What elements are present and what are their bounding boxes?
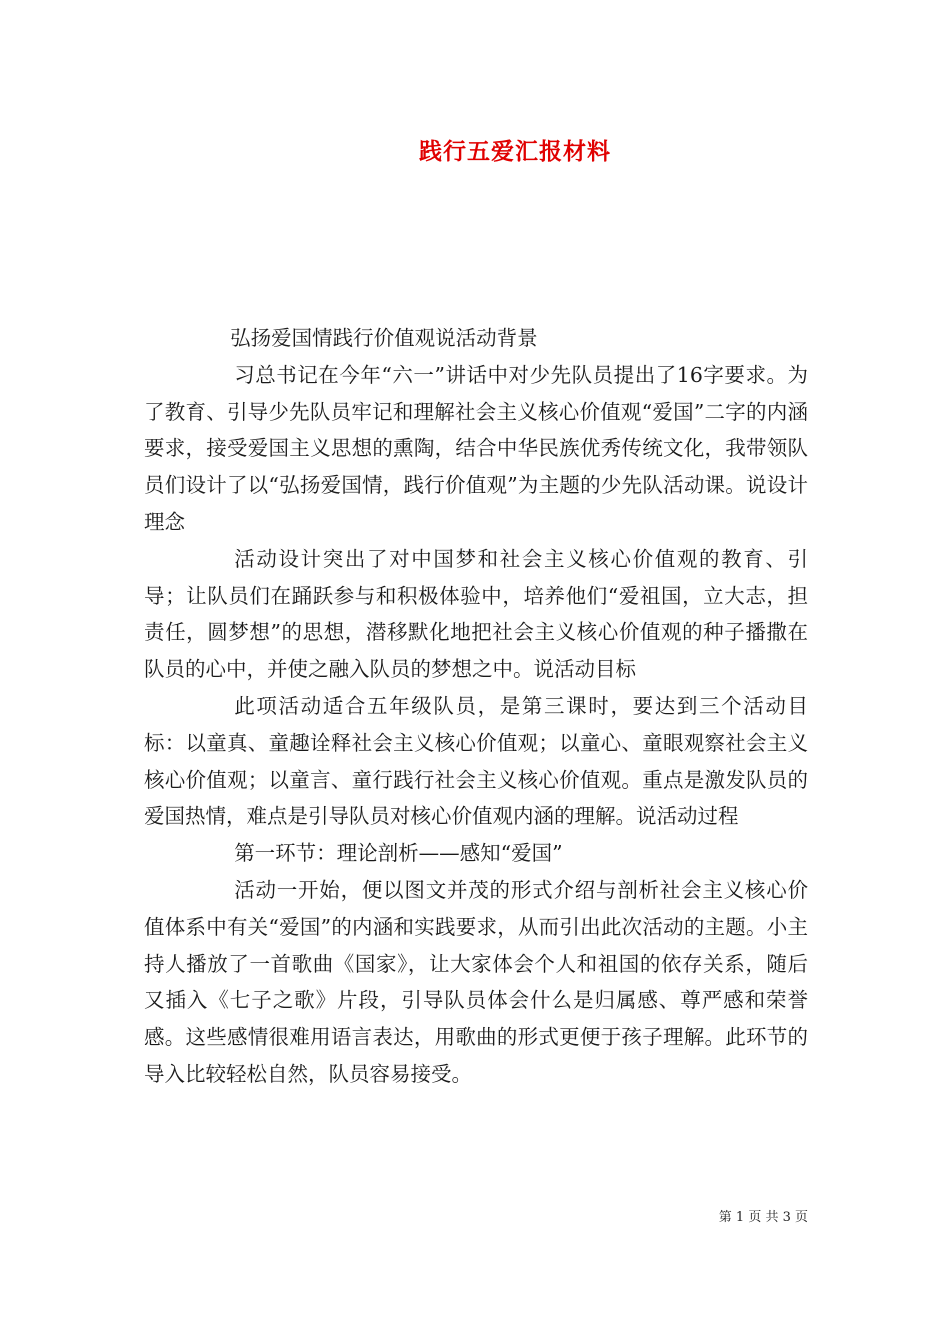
- section-heading-step-one: 第一环节：理论剖析——感知“爱国”: [234, 841, 563, 866]
- paragraph-step-one: 活动一开始，便以图文并茂的形式介绍与剖析社会主义核心价值体系中有关“爱国”的内涵和实践要求，从而引出此次活动的主题。小主持人播放了一首歌曲《国家》，让大家体会个人和祖国的依存关系，随后又插入《七子之歌》片段，引导队员体会什么是归属感、尊严感和荣誉感。这些感情很难用语言表达，用歌曲的形式更便于孩子理解。此环节的导入比较轻松自然，队员容易接受。: [144, 877, 808, 1086]
- paragraph-activity-goals: 此项活动适合五年级队员，是第三课时，要达到三个活动目标：以童真、童趣诠释社会主义核心价值观；以童心、童眼观察社会主义核心价值观；以童言、童行践行社会主义核心价值观。重点是激发队员的爱国热情，难点是引导队员对核心价值观内涵的理解。说活动过程: [144, 693, 808, 829]
- paragraph-background: 习总书记在今年“六一”讲话中对少先队员提出了16字要求。为了教育、引导少先队员牢记和理解社会主义核心价值观“爱国”二字的内涵要求，接受爱国主义思想的熏陶，结合中华民族优秀传统文化，我带领队员们设计了以“弘扬爱国情，践行价值观”为主题的少先队活动课。说设计理念: [144, 362, 808, 534]
- page-number-footer: 第 1 页 共 3 页: [718, 1210, 808, 1225]
- document-title: 践行五爱汇报材料: [419, 138, 611, 165]
- section-heading: 弘扬爱国情践行价值观说活动背景: [230, 326, 538, 350]
- paragraph-design-concept: 活动设计突出了对中国梦和社会主义核心价值观的教育、引导；让队员们在踊跃参与和积极体验中，培养他们“爱祖国，立大志，担责任，圆梦想”的思想，潜移默化地把社会主义核心价值观的种子播撒在队员的心中，并使之融入队员的梦想之中。说活动目标: [144, 546, 808, 682]
- document-body: [144, 320, 808, 1093]
